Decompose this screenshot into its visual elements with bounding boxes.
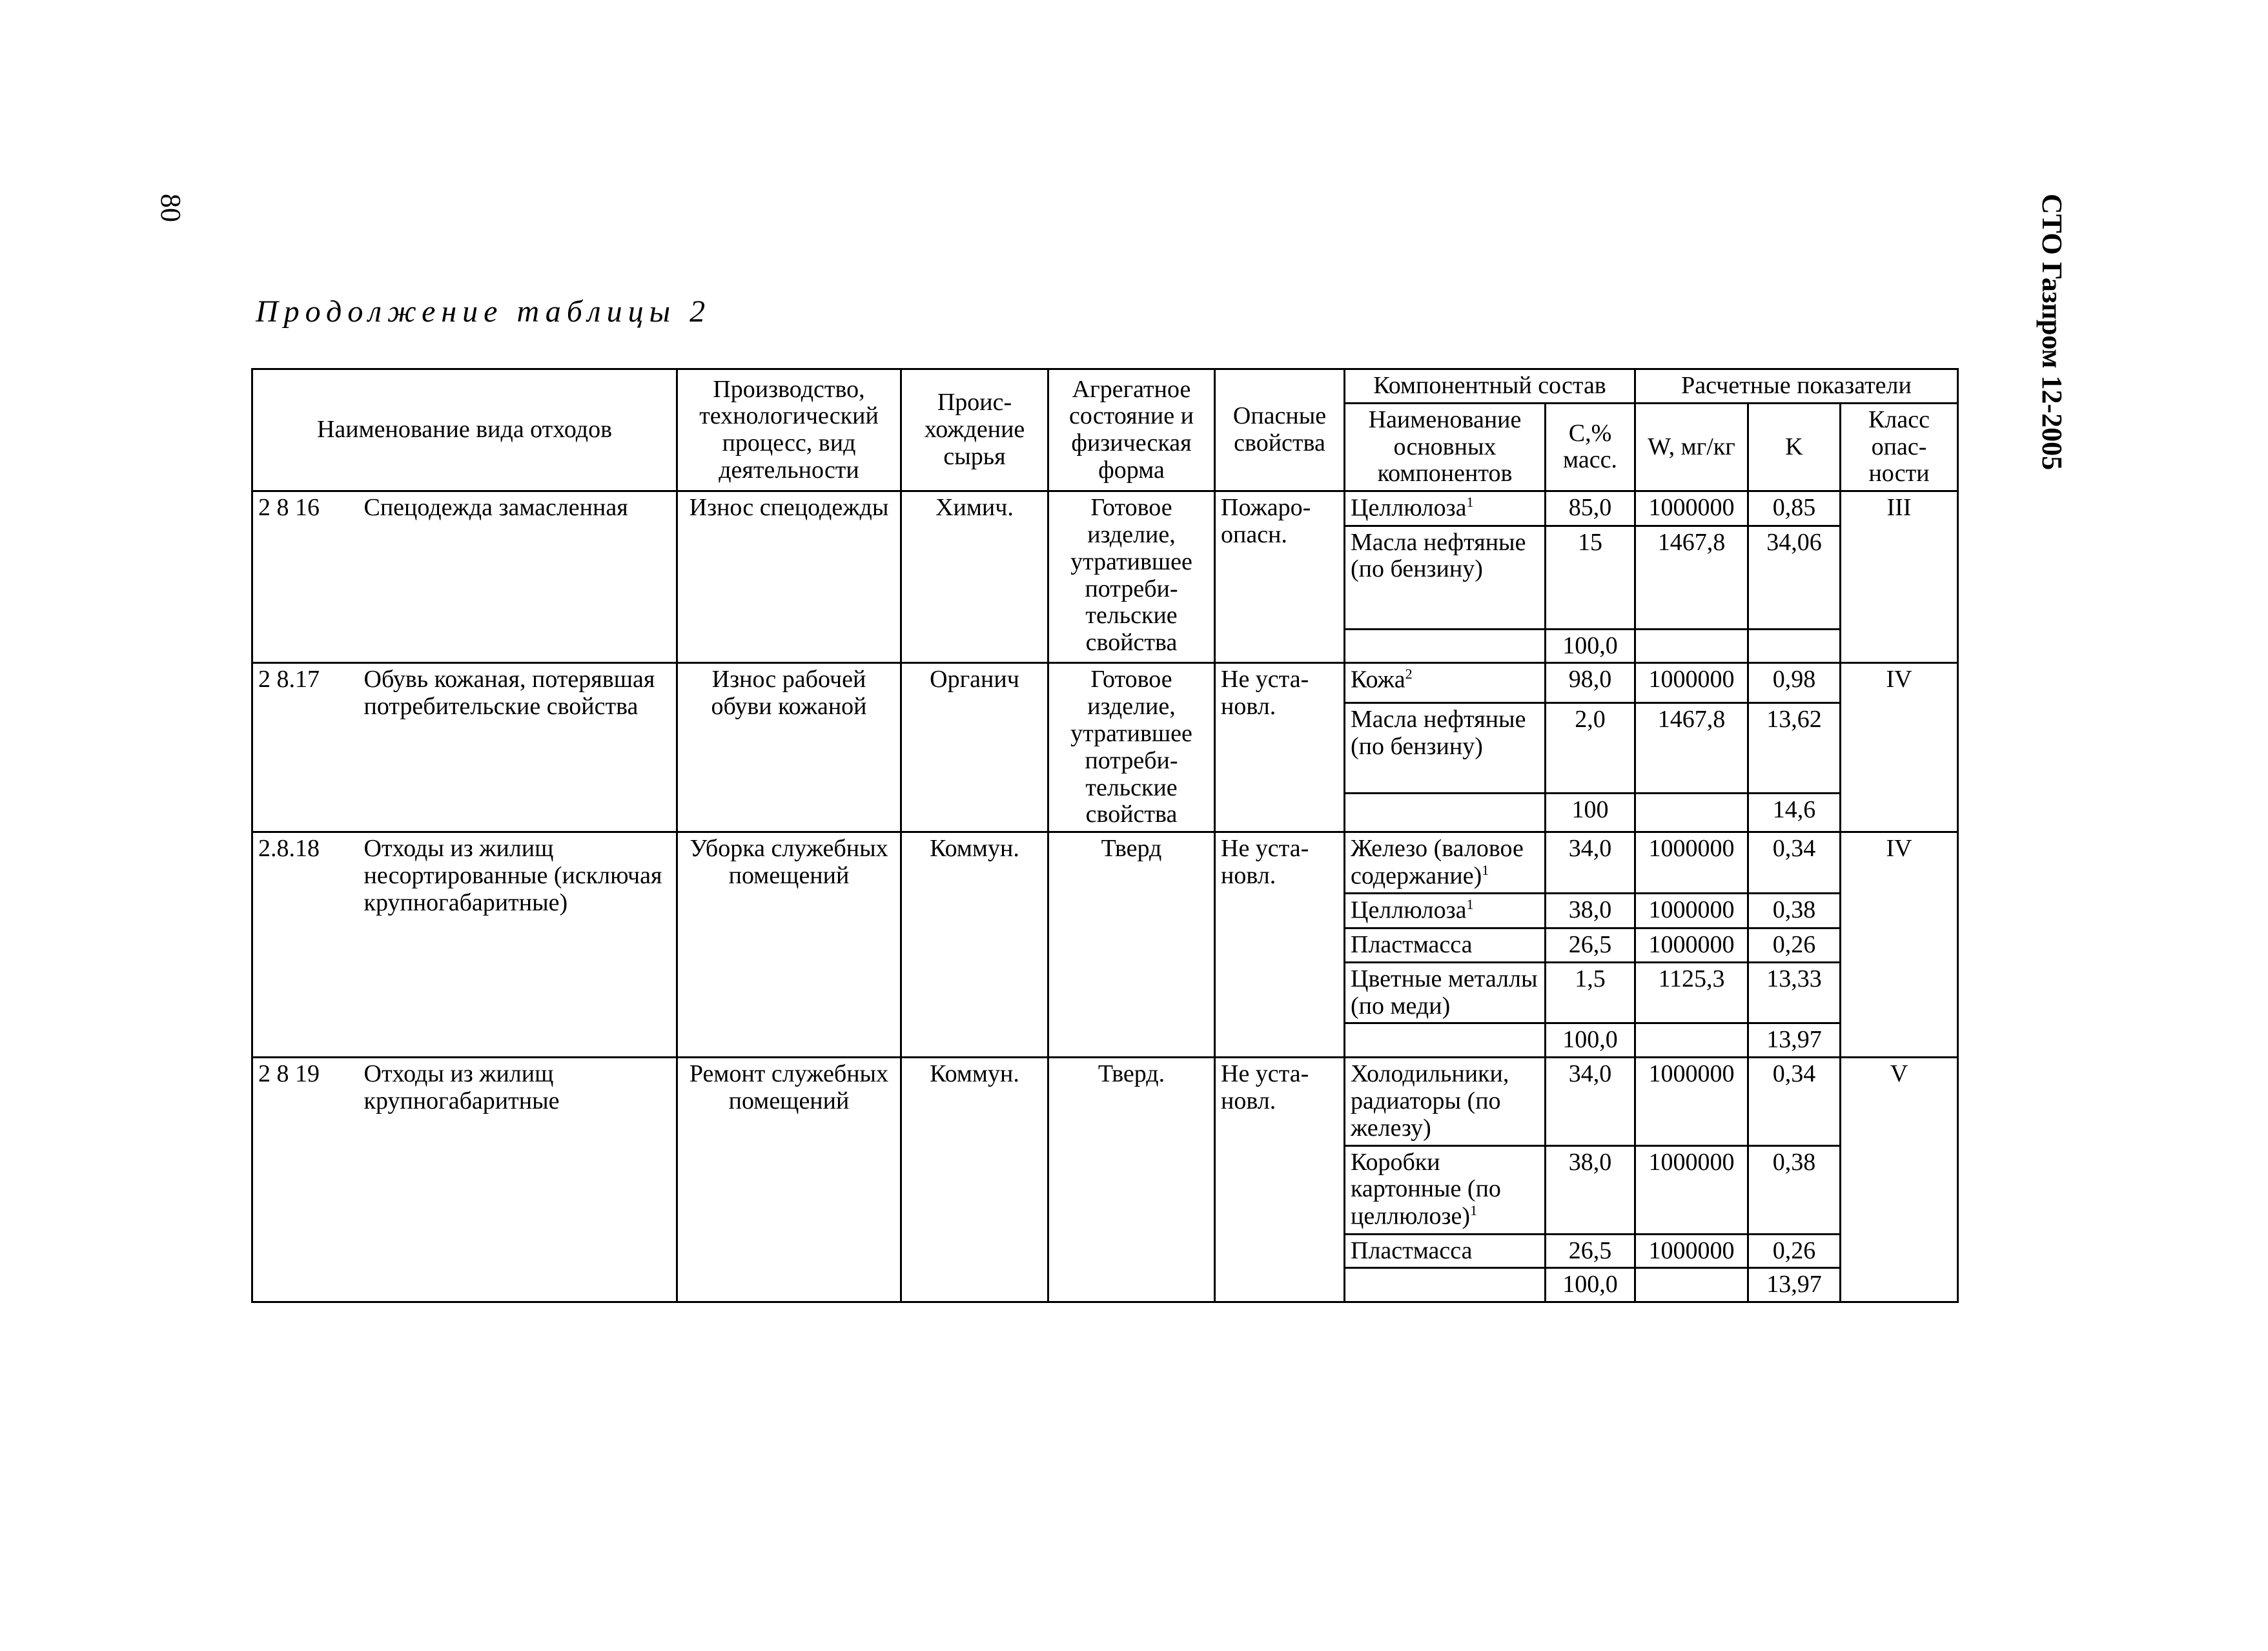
raw-origin: Коммун. bbox=[901, 832, 1048, 1058]
waste-code: 2 8.17 bbox=[252, 663, 359, 832]
component-name: Кожа$^2$ bbox=[1345, 663, 1546, 702]
waste-code: 2 8 16 bbox=[252, 491, 359, 663]
total-label-cell bbox=[1345, 793, 1546, 832]
production-process: Уборка служебных помещений bbox=[677, 832, 901, 1058]
total-c: 100,0 bbox=[1546, 1268, 1635, 1302]
header-row-1 bbox=[252, 369, 1958, 404]
table-row bbox=[252, 491, 1958, 526]
component-w: 1467,8 bbox=[1635, 702, 1748, 793]
component-c: 26,5 bbox=[1546, 928, 1635, 962]
component-w: 1125,3 bbox=[1635, 962, 1748, 1023]
waste-name: Обувь кожаная, потерявшая потребительские свойства bbox=[359, 663, 677, 832]
component-name: Пластмасса bbox=[1345, 928, 1546, 962]
component-k: 0,34 bbox=[1748, 1058, 1841, 1145]
total-c: 100,0 bbox=[1546, 629, 1635, 663]
total-c: 100,0 bbox=[1546, 1023, 1635, 1058]
component-c: 34,0 bbox=[1546, 832, 1635, 894]
header-component-name: Наименование основных компонентов bbox=[1345, 403, 1546, 491]
component-name: Коробки картонные (по целлюлозе)$^1$ bbox=[1345, 1145, 1546, 1234]
header-k: K bbox=[1748, 403, 1841, 491]
hazard-class: III bbox=[1841, 491, 1958, 663]
table-row bbox=[252, 832, 1958, 894]
component-name: Пластмасса bbox=[1345, 1234, 1546, 1268]
header-calculated: Расчетные показатели bbox=[1635, 369, 1958, 404]
component-name: Целлюлоза$^1$ bbox=[1345, 491, 1546, 526]
component-w: 1000000 bbox=[1635, 491, 1748, 526]
total-w bbox=[1635, 1023, 1748, 1058]
total-k: 13,97 bbox=[1748, 1023, 1841, 1058]
component-name: Масла нефтяные (по бензину) bbox=[1345, 702, 1546, 793]
component-k: 13,33 bbox=[1748, 962, 1841, 1023]
total-w bbox=[1635, 793, 1748, 832]
component-k: 0,26 bbox=[1748, 1234, 1841, 1268]
component-name: Железо (валовое содержание)$^1$ bbox=[1345, 832, 1546, 894]
component-c: 2,0 bbox=[1546, 702, 1635, 793]
raw-origin: Органич bbox=[901, 663, 1048, 832]
production-process: Износ спецодежды bbox=[677, 491, 901, 663]
production-process: Износ рабочей обуви кожаной bbox=[677, 663, 901, 832]
component-name: Холодильники, радиаторы (по железу) bbox=[1345, 1058, 1546, 1145]
component-k: 0,98 bbox=[1748, 663, 1841, 702]
page-number: 80 bbox=[155, 194, 187, 222]
component-k: 0,26 bbox=[1748, 928, 1841, 962]
component-c: 85,0 bbox=[1546, 491, 1635, 526]
aggregate-state: Тверд. bbox=[1048, 1058, 1215, 1302]
component-k: 0,38 bbox=[1748, 894, 1841, 928]
component-k: 0,85 bbox=[1748, 491, 1841, 526]
component-c: 15 bbox=[1546, 526, 1635, 629]
header-name: Наименование вида отходов bbox=[252, 369, 677, 491]
component-c: 1,5 bbox=[1546, 962, 1635, 1023]
aggregate-state: Готовое изделие, утратившее потреби-тельские свойства bbox=[1048, 491, 1215, 663]
hazard-class: IV bbox=[1841, 832, 1958, 1058]
component-w: 1000000 bbox=[1635, 928, 1748, 962]
component-k: 0,34 bbox=[1748, 832, 1841, 894]
hazard-properties: Не уста-новл. bbox=[1215, 663, 1345, 832]
total-label-cell bbox=[1345, 1023, 1546, 1058]
header-hazard: Опасные свойства bbox=[1215, 369, 1345, 491]
header-composition: Компонентный состав bbox=[1345, 369, 1635, 404]
total-w bbox=[1635, 629, 1748, 663]
component-c: 38,0 bbox=[1546, 894, 1635, 928]
total-c: 100 bbox=[1546, 793, 1635, 832]
hazard-properties: Не уста-новл. bbox=[1215, 832, 1345, 1058]
document-code: СТО Газпром 12-2005 bbox=[2036, 194, 2068, 471]
component-w: 1000000 bbox=[1635, 1145, 1748, 1234]
component-w: 1000000 bbox=[1635, 663, 1748, 702]
component-w: 1000000 bbox=[1635, 832, 1748, 894]
component-k: 13,62 bbox=[1748, 702, 1841, 793]
component-c: 98,0 bbox=[1546, 663, 1635, 702]
header-production: Производство, технологический процесс, вид деятельности bbox=[677, 369, 901, 491]
waste-table bbox=[251, 368, 1959, 1303]
table-caption: Продолжение таблицы 2 bbox=[256, 294, 711, 329]
hazard-properties: Не уста-новл. bbox=[1215, 1058, 1345, 1302]
total-w bbox=[1635, 1268, 1748, 1302]
component-k: 0,38 bbox=[1748, 1145, 1841, 1234]
total-label-cell bbox=[1345, 1268, 1546, 1302]
waste-name: Отходы из жилищ крупногабаритные bbox=[359, 1058, 677, 1302]
hazard-class: IV bbox=[1841, 663, 1958, 832]
component-name: Цветные металлы (по меди) bbox=[1345, 962, 1546, 1023]
component-k: 34,06 bbox=[1748, 526, 1841, 629]
component-c: 34,0 bbox=[1546, 1058, 1635, 1145]
raw-origin: Химич. bbox=[901, 491, 1048, 663]
hazard-class: V bbox=[1841, 1058, 1958, 1302]
aggregate-state: Готовое изделие, утратившее потреби-тельские свойства bbox=[1048, 663, 1215, 832]
waste-name: Спецодежда замасленная bbox=[359, 491, 677, 663]
header-origin: Проис-хождение сырья bbox=[901, 369, 1048, 491]
waste-code: 2.8.18 bbox=[252, 832, 359, 1058]
header-hazard-class: Класс опас-ности bbox=[1841, 403, 1958, 491]
component-name: Масла нефтяные (по бензину) bbox=[1345, 526, 1546, 629]
component-w: 1000000 bbox=[1635, 894, 1748, 928]
total-k bbox=[1748, 629, 1841, 663]
total-label-cell bbox=[1345, 629, 1546, 663]
header-state: Агрегатное состояние и физическая форма bbox=[1048, 369, 1215, 491]
component-c: 38,0 bbox=[1546, 1145, 1635, 1234]
component-w: 1000000 bbox=[1635, 1058, 1748, 1145]
total-k: 14,6 bbox=[1748, 793, 1841, 832]
aggregate-state: Тверд bbox=[1048, 832, 1215, 1058]
raw-origin: Коммун. bbox=[901, 1058, 1048, 1302]
header-w: W, мг/кг bbox=[1635, 403, 1748, 491]
component-c: 26,5 bbox=[1546, 1234, 1635, 1268]
production-process: Ремонт служебных помещений bbox=[677, 1058, 901, 1302]
component-w: 1000000 bbox=[1635, 1234, 1748, 1268]
component-name: Целлюлоза$^1$ bbox=[1345, 894, 1546, 928]
total-k: 13,97 bbox=[1748, 1268, 1841, 1302]
header-c-mass: С,% масс. bbox=[1546, 403, 1635, 491]
table-row bbox=[252, 663, 1958, 702]
hazard-properties: Пожаро-опасн. bbox=[1215, 491, 1345, 663]
waste-name: Отходы из жилищ несортированные (исключая крупногабаритные) bbox=[359, 832, 677, 1058]
table-row bbox=[252, 1058, 1958, 1145]
waste-code: 2 8 19 bbox=[252, 1058, 359, 1302]
component-w: 1467,8 bbox=[1635, 526, 1748, 629]
